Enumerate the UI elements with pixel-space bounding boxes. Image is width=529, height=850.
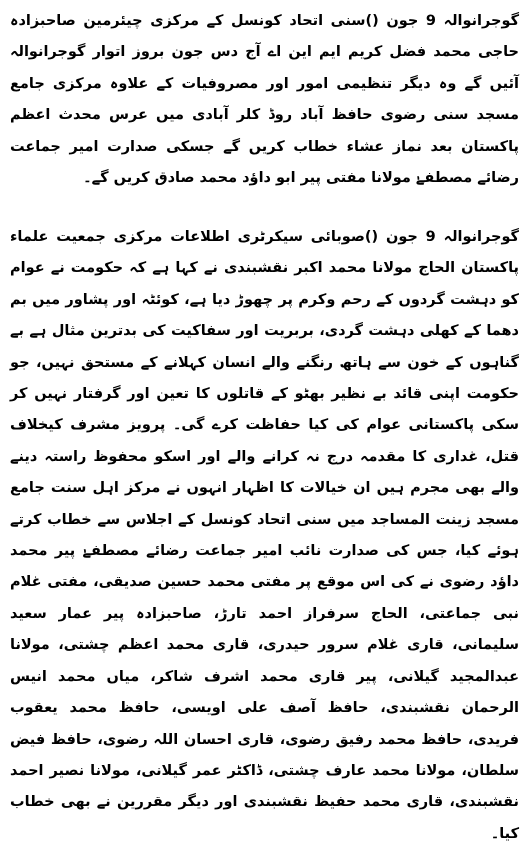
article-1-dateline: گوجرانوالہ 9 جون ( (372, 13, 520, 29)
article-1-body: )سنی اتحاد کونسل کے مرکزی چیئرمین صاحبزادہ حاجی محمد فضل کریم ایم این اے آج دس جون بروز اتوار گوجرانوالہ آئیں گے وہ دیگر تنظیمی امور اور مصروفیات کے علاوہ مرکزی جامع مسجد سنی رضوی حافظ آباد روڈ کلر آبادی میں عرس محدث اعظم پاکستان بعد نماز عشاء خطاب کریں گے جسکی صدارت امیر جماعت رضائے مصطفےٰ مولانا مفتی پیر ابو داؤد محمد صادق کریں گے۔ (10, 13, 519, 187)
news-article-1 (10, 6, 520, 187)
news-article-2 (10, 222, 519, 850)
article-2-dateline: گوجرانوالہ 9 جون ( (371, 229, 519, 245)
article-2-body: )صوبائی سیکرٹری اطلاعات مرکزی جمعیت علماء پاکستان الحاج مولانا محمد اکبر نقشبندی نے کہا ہے کہ حکومت نے عوام کو دہشت گردوں کے رحم وکرم پر چھوڑ دیا ہے، کوئٹہ اور پشاور میں بم دھما کے کھلی دہشت گردی، بربریت اور سفاکیت کی بدترین مثال ہے بے گناہوں کے خون سے ہاتھ رنگنے والے انسان کہلانے کے مستحق نہیں، جو حکومت اپنی قائد بے نظیر بھٹو کے قاتلوں کا تعین اور گرفتار نہیں کر سکی پاکستانی عوام کی کیا حفاظت کرے گی۔ پرویز مشرف کیخلاف قتل، غداری کا مقدمہ درج نہ کرانے والے اور اسکو محفوظ راستہ دینے والے بھی مجرم ہیں ان خیالات کا اظہار انہوں نے مرکز اہل سنت جامع مسجد زینت المساجد میں سنی اتحاد کونسل کے اجلاس سے خطاب کرتے ہوئے کیا، جس کی صدارت نائب امیر جماعت رضائے مصطفےٰ پیر محمد داؤد رضوی نے کی اس موقع پر مفتی محمد حسین صدیقی، مفتی غلام نبی جماعتی، الحاج سرفراز احمد تارڑ، صاحبزادہ پیر عمار سعید سلیمانی، قاری غلام سرور حیدری، قاری محمد اعظم چشتی، مولانا عبدالمجید گیلانی، پیر قاری محمد اشرف شاکر، میاں محمد انیس الرحمان نقشبندی، حافظ آصف علی اویسی، حافظ محمد یعقوب فریدی، حافظ محمد رفیق رضوی، قاری احسان اللہ رضوی، حافظ فیض سلطان، مولانا محمد عارف چشتی، ڈاکٹر عمر گیلانی، مولانا نصیر احمد نقشبندی، قاری محمد حفیظ نقشبندی اور دیگر مقررین نے بھی خطاب کیا۔ (10, 229, 519, 842)
article-2-paragraph (10, 222, 519, 850)
article-1-paragraph (10, 6, 519, 194)
